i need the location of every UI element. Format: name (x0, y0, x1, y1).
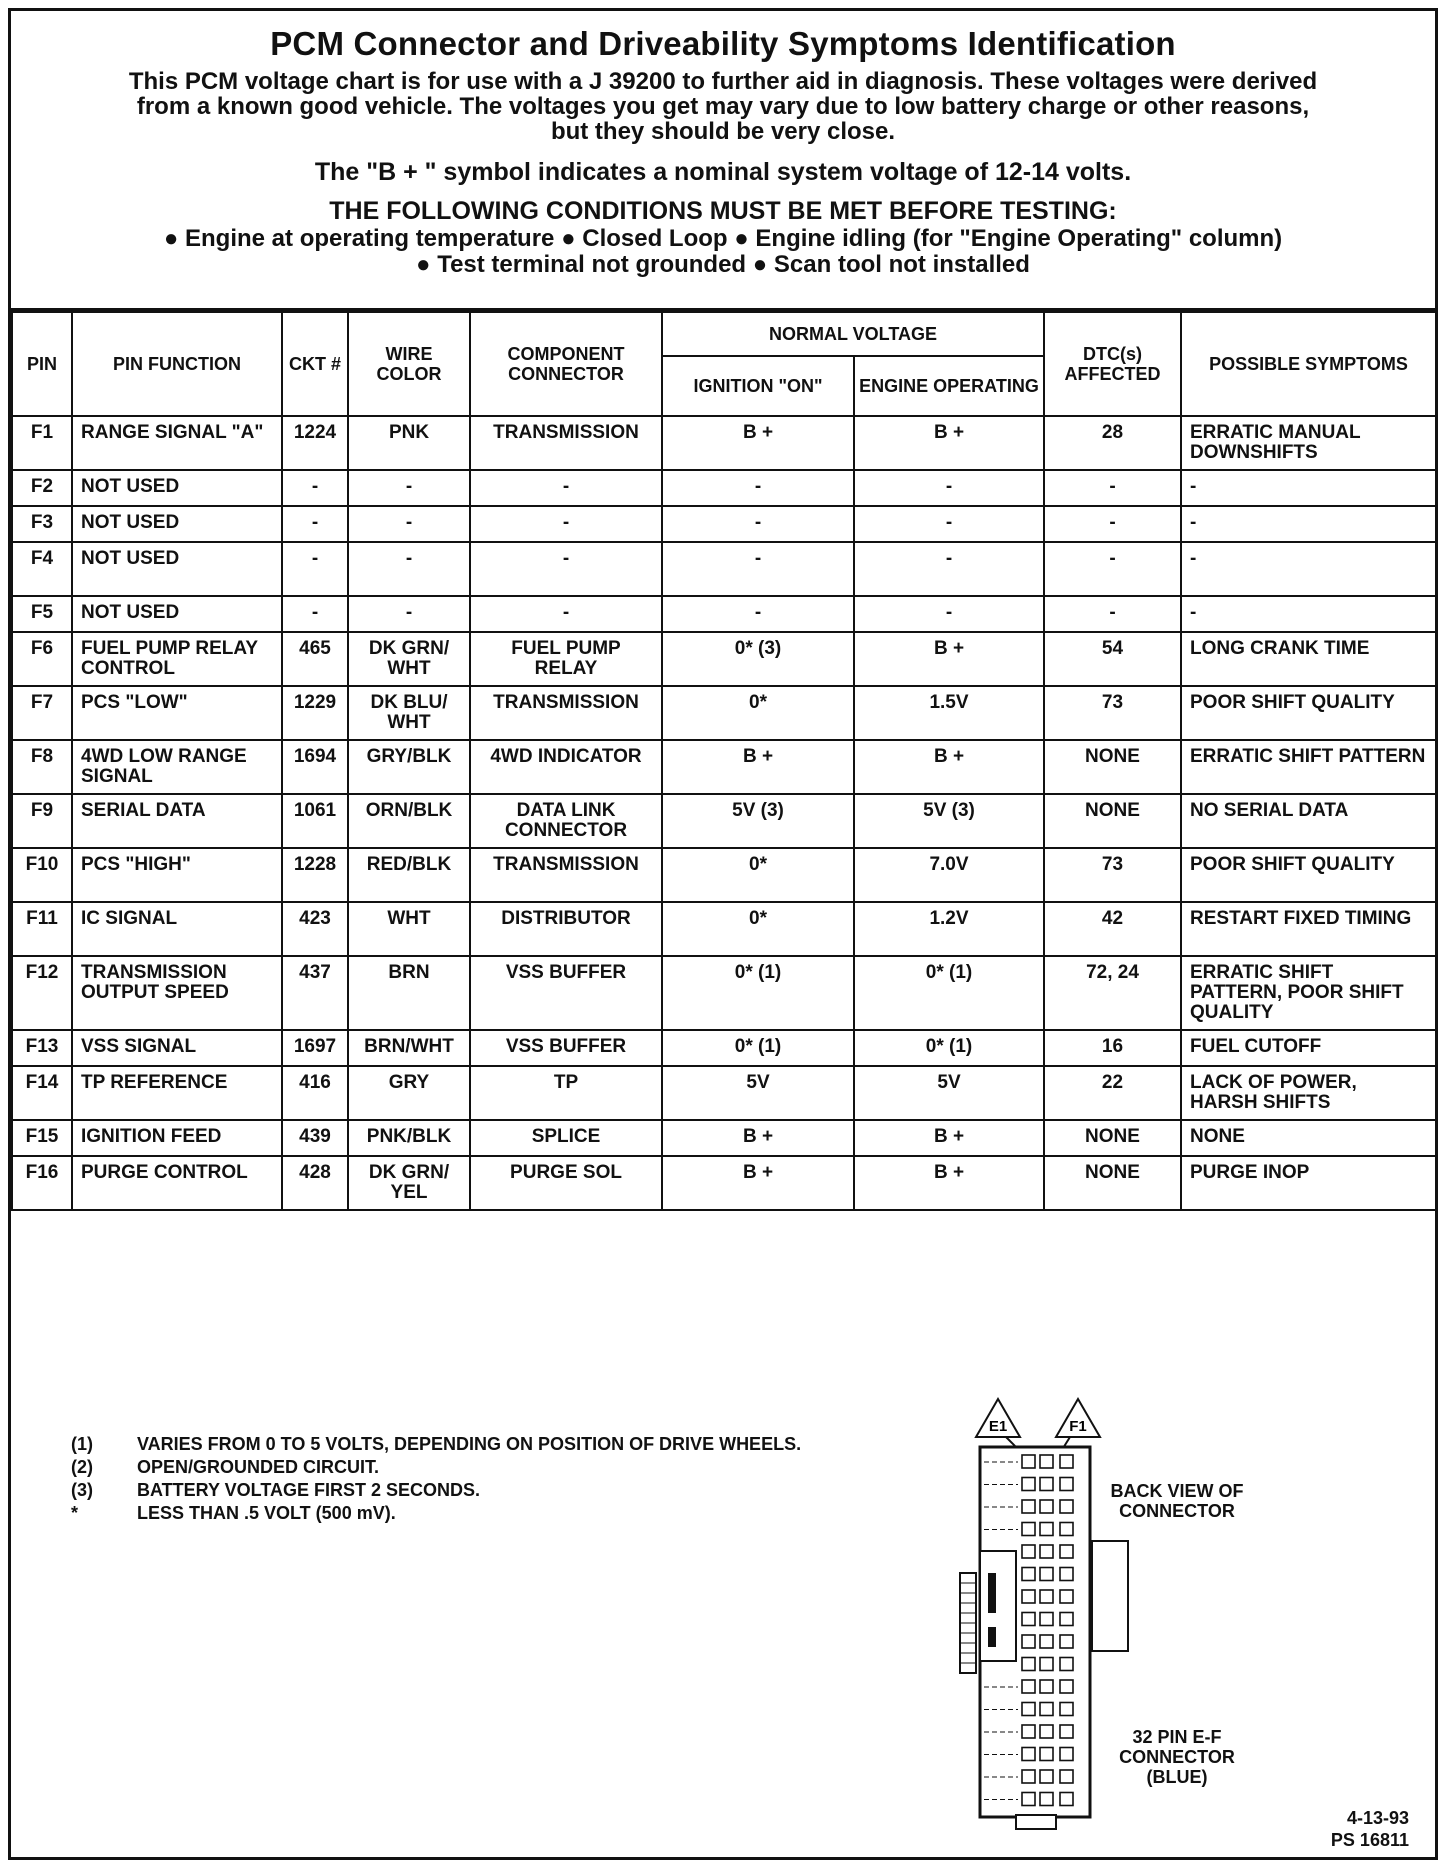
cell-ignition-on: 0* (662, 686, 854, 740)
cell-wire-color: DK BLU/ WHT (348, 686, 470, 740)
table-row (12, 1120, 1436, 1156)
footnote-text: OPEN/GROUNDED CIRCUIT. (137, 1457, 380, 1477)
connector-pin (1060, 1500, 1073, 1513)
cell-ignition-on: - (662, 506, 854, 542)
connector-pin (1060, 1455, 1073, 1468)
cell-symptoms: RESTART FIXED TIMING (1181, 902, 1436, 956)
footnote (71, 1456, 801, 1479)
cell-wire-color: DK GRN/ WHT (348, 632, 470, 686)
cell-component: - (470, 506, 662, 542)
cell-pin: F13 (12, 1030, 72, 1066)
cell-component: DISTRIBUTOR (470, 902, 662, 956)
connector-diagram (956, 1397, 1256, 1837)
cell-pin: F12 (12, 956, 72, 1030)
table-row (12, 542, 1436, 596)
cell-wire-color: BRN/WHT (348, 1030, 470, 1066)
cell-ckt: 1229 (282, 686, 348, 740)
col-header-engine-operating: ENGINE OPERATING (854, 356, 1044, 416)
connector-pin (1022, 1793, 1035, 1806)
cell-ignition-on: 0* (1) (662, 1030, 854, 1066)
cell-pin-function: IC SIGNAL (72, 902, 282, 956)
table-row (12, 902, 1436, 956)
cell-symptoms: ERRATIC MANUAL DOWNSHIFTS (1181, 416, 1436, 470)
cell-dtc: 42 (1044, 902, 1181, 956)
cell-ignition-on: 5V (662, 1066, 854, 1120)
cell-pin: F11 (12, 902, 72, 956)
footnote-text: VARIES FROM 0 TO 5 VOLTS, DEPENDING ON POSITION OF DRIVE WHEELS. (137, 1434, 802, 1454)
cell-component: - (470, 470, 662, 506)
cell-pin-function: SERIAL DATA (72, 794, 282, 848)
connector-pin (1022, 1455, 1035, 1468)
intro-line-2: from a known good vehicle. The voltages you get may vary due to low battery charge or other reasons, (136, 93, 1310, 120)
cell-ckt: 1697 (282, 1030, 348, 1066)
cell-dtc: NONE (1044, 740, 1181, 794)
cell-dtc: 16 (1044, 1030, 1181, 1066)
connector-pin (1060, 1590, 1073, 1603)
conditions-line-1: ● Engine at operating temperature ● Closed Loop ● Engine idling (for "Engine Operating" column) (163, 225, 1283, 252)
cell-symptoms: - (1181, 506, 1436, 542)
cell-engine-operating: 7.0V (854, 848, 1044, 902)
cell-engine-operating: 5V (854, 1066, 1044, 1120)
footnote-key: (2) (71, 1457, 93, 1477)
connector-pin (1040, 1635, 1053, 1648)
cell-ignition-on: 0* (3) (662, 632, 854, 686)
cell-wire-color: BRN (348, 956, 470, 1030)
cell-symptoms: POOR SHIFT QUALITY (1181, 686, 1436, 740)
cell-component: TRANSMISSION (470, 416, 662, 470)
cell-pin-function: PCS "HIGH" (72, 848, 282, 902)
cell-ckt: 1694 (282, 740, 348, 794)
cell-engine-operating: 1.5V (854, 686, 1044, 740)
table-row (12, 1030, 1436, 1066)
cell-engine-operating: 5V (3) (854, 794, 1044, 848)
cell-pin: F4 (12, 542, 72, 596)
connector-pin (1060, 1793, 1073, 1806)
symbol-note: The "B + " symbol indicates a nominal system voltage of 12-14 volts. (314, 158, 1132, 186)
cell-dtc: 22 (1044, 1066, 1181, 1120)
document-stamp (1331, 1807, 1409, 1851)
cell-engine-operating: B + (854, 740, 1044, 794)
connector-pin (1060, 1545, 1073, 1558)
cell-component: TRANSMISSION (470, 686, 662, 740)
footnote (71, 1479, 801, 1502)
connector-pin (1040, 1455, 1053, 1468)
cell-dtc: NONE (1044, 1120, 1181, 1156)
cell-ckt: 416 (282, 1066, 348, 1120)
cell-symptoms: NONE (1181, 1120, 1436, 1156)
connector-pin (1022, 1545, 1035, 1558)
connector-pin (1060, 1613, 1073, 1626)
connector-pin (1060, 1703, 1073, 1716)
connector-pin (1022, 1500, 1035, 1513)
connector-pin (1040, 1703, 1053, 1716)
connector-pin (1060, 1748, 1073, 1761)
table-row (12, 416, 1436, 470)
cell-component: DATA LINK CONNECTOR (470, 794, 662, 848)
cell-symptoms: ERRATIC SHIFT PATTERN (1181, 740, 1436, 794)
cell-component: TP (470, 1066, 662, 1120)
cell-symptoms: PURGE INOP (1181, 1156, 1436, 1210)
cell-pin-function: VSS SIGNAL (72, 1030, 282, 1066)
cell-symptoms: - (1181, 470, 1436, 506)
cell-ignition-on: - (662, 596, 854, 632)
cell-ckt: - (282, 596, 348, 632)
cell-ckt: 423 (282, 902, 348, 956)
conditions-line-2: ● Test terminal not grounded ● Scan tool not installed (416, 251, 1030, 278)
cell-ignition-on: 0* (662, 902, 854, 956)
table-row (12, 1066, 1436, 1120)
cell-component: 4WD INDICATOR (470, 740, 662, 794)
cell-dtc: NONE (1044, 1156, 1181, 1210)
cell-engine-operating: B + (854, 1156, 1044, 1210)
col-header-pin: PIN (12, 312, 72, 416)
connector-side-panel (1092, 1541, 1128, 1651)
footnote (71, 1502, 801, 1525)
cell-dtc: - (1044, 542, 1181, 596)
cell-ckt: 439 (282, 1120, 348, 1156)
cell-component: SPLICE (470, 1120, 662, 1156)
connector-pin (1022, 1568, 1035, 1581)
connector-pin (1060, 1680, 1073, 1693)
cell-symptoms: ERRATIC SHIFT PATTERN, POOR SHIFT QUALITY (1181, 956, 1436, 1030)
cell-ckt: - (282, 542, 348, 596)
cell-dtc: - (1044, 596, 1181, 632)
cell-pin-function: FUEL PUMP RELAY CONTROL (72, 632, 282, 686)
connector-pin (1060, 1770, 1073, 1783)
cell-engine-operating: B + (854, 416, 1044, 470)
cell-pin-function: TRANSMISSION OUTPUT SPEED (72, 956, 282, 1030)
cell-pin-function: TP REFERENCE (72, 1066, 282, 1120)
cell-wire-color: GRY/BLK (348, 740, 470, 794)
connector-pin (1040, 1523, 1053, 1536)
cell-ignition-on: B + (662, 740, 854, 794)
cell-ignition-on: - (662, 542, 854, 596)
cell-wire-color: WHT (348, 902, 470, 956)
cell-dtc: NONE (1044, 794, 1181, 848)
cell-dtc: 54 (1044, 632, 1181, 686)
intro-text (61, 69, 1385, 144)
cell-component: - (470, 596, 662, 632)
cell-ignition-on: - (662, 470, 854, 506)
col-header-possible-symptoms: POSSIBLE SYMPTOMS (1181, 312, 1436, 416)
col-header-dtc-affected: DTC(s) AFFECTED (1044, 312, 1181, 416)
cell-component: PURGE SOL (470, 1156, 662, 1210)
cell-pin: F7 (12, 686, 72, 740)
cell-symptoms: LONG CRANK TIME (1181, 632, 1436, 686)
table-row (12, 686, 1436, 740)
cell-symptoms: LACK OF POWER, HARSH SHIFTS (1181, 1066, 1436, 1120)
connector-pin (1040, 1568, 1053, 1581)
col-header-normal-voltage: NORMAL VOLTAGE (662, 312, 1044, 356)
cell-pin: F16 (12, 1156, 72, 1210)
cell-ignition-on: B + (662, 1156, 854, 1210)
cell-pin: F2 (12, 470, 72, 506)
cell-wire-color: PNK/BLK (348, 1120, 470, 1156)
cell-pin: F6 (12, 632, 72, 686)
cell-ignition-on: 0* (662, 848, 854, 902)
cell-component: VSS BUFFER (470, 1030, 662, 1066)
pin-count-label: 32 PIN E-F CONNECTOR (BLUE) (1119, 1727, 1235, 1787)
col-header-ckt: CKT # (282, 312, 348, 416)
cell-pin-function: 4WD LOW RANGE SIGNAL (72, 740, 282, 794)
footer-box (11, 1377, 1435, 1857)
cell-pin-function: IGNITION FEED (72, 1120, 282, 1156)
conditions-heading: THE FOLLOWING CONDITIONS MUST BE MET BEFORE TESTING: (329, 197, 1117, 225)
footnote-text: BATTERY VOLTAGE FIRST 2 SECONDS. (137, 1480, 481, 1500)
cell-ckt: - (282, 470, 348, 506)
connector-pin (1040, 1748, 1053, 1761)
voltage-table (11, 311, 1437, 1211)
connector-pin (1022, 1613, 1035, 1626)
connector-pin (1040, 1680, 1053, 1693)
cell-wire-color: - (348, 506, 470, 542)
col-header-wire-color: WIRE COLOR (348, 312, 470, 416)
cell-pin: F14 (12, 1066, 72, 1120)
cell-ckt: 1224 (282, 416, 348, 470)
cell-dtc: 73 (1044, 848, 1181, 902)
cell-engine-operating: 1.2V (854, 902, 1044, 956)
connector-pin (1022, 1478, 1035, 1491)
col-header-component-connector: COMPONENT CONNECTOR (470, 312, 662, 416)
table-body (12, 416, 1436, 1210)
back-view-label: BACK VIEW OF CONNECTOR (1110, 1481, 1244, 1521)
cell-ignition-on: 0* (1) (662, 956, 854, 1030)
table-row (12, 794, 1436, 848)
cell-wire-color: RED/BLK (348, 848, 470, 902)
cell-pin: F3 (12, 506, 72, 542)
cell-pin-function: NOT USED (72, 506, 282, 542)
footnotes (71, 1433, 801, 1525)
connector-pin (1040, 1478, 1053, 1491)
table-row (12, 506, 1436, 542)
connector-pin (1022, 1680, 1035, 1693)
cell-wire-color: - (348, 542, 470, 596)
cell-dtc: 28 (1044, 416, 1181, 470)
connector-pin (1060, 1658, 1073, 1671)
connector-pin (1060, 1725, 1073, 1738)
cell-ignition-on: 5V (3) (662, 794, 854, 848)
connector-pin (1060, 1478, 1073, 1491)
cell-pin-function: NOT USED (72, 470, 282, 506)
connector-pin (1060, 1568, 1073, 1581)
cell-wire-color: DK GRN/ YEL (348, 1156, 470, 1210)
cell-symptoms: - (1181, 596, 1436, 632)
cell-wire-color: ORN/BLK (348, 794, 470, 848)
intro-line-1: This PCM voltage chart is for use with a J 39200 to further aid in diagnosis. These voltages were derived (128, 68, 1318, 95)
chart-sheet (8, 8, 1438, 1860)
cell-pin: F5 (12, 596, 72, 632)
cell-symptoms: - (1181, 542, 1436, 596)
col-header-pin-function: PIN FUNCTION (72, 312, 282, 416)
cell-ignition-on: B + (662, 1120, 854, 1156)
footnote-key: (1) (71, 1434, 93, 1454)
connector-pin (1040, 1613, 1053, 1626)
cell-dtc: 73 (1044, 686, 1181, 740)
connector-pin (1022, 1635, 1035, 1648)
connector-pin (1040, 1500, 1053, 1513)
cell-wire-color: PNK (348, 416, 470, 470)
cell-symptoms: NO SERIAL DATA (1181, 794, 1436, 848)
connector-pin (1040, 1770, 1053, 1783)
table-row (12, 848, 1436, 902)
cell-wire-color: - (348, 470, 470, 506)
cell-pin-function: NOT USED (72, 596, 282, 632)
cell-ignition-on: B + (662, 416, 854, 470)
connector-pin (1040, 1793, 1053, 1806)
cell-dtc: 72, 24 (1044, 956, 1181, 1030)
cell-ckt: 1228 (282, 848, 348, 902)
connector-pin (1022, 1770, 1035, 1783)
table-row (12, 1156, 1436, 1210)
cell-symptoms: FUEL CUTOFF (1181, 1030, 1436, 1066)
cell-component: TRANSMISSION (470, 848, 662, 902)
table-row (12, 956, 1436, 1030)
cell-component: FUEL PUMP RELAY (470, 632, 662, 686)
table-row (12, 596, 1436, 632)
connector-pin (1060, 1523, 1073, 1536)
cell-symptoms: POOR SHIFT QUALITY (1181, 848, 1436, 902)
e1-label: E1 (988, 1418, 1008, 1435)
cell-ckt: 428 (282, 1156, 348, 1210)
cell-engine-operating: - (854, 542, 1044, 596)
page-title: PCM Connector and Driveability Symptoms Identification (270, 25, 1176, 62)
footnote-text: LESS THAN .5 VOLT (500 mV). (137, 1503, 396, 1523)
f1-label: F1 (1069, 1418, 1087, 1435)
cell-dtc: - (1044, 506, 1181, 542)
cell-ckt: - (282, 506, 348, 542)
connector-pin (1040, 1658, 1053, 1671)
cell-component: - (470, 542, 662, 596)
stamp-date: 4-13-93 (1346, 1808, 1409, 1828)
connector-pin (1040, 1590, 1053, 1603)
cell-pin-function: RANGE SIGNAL "A" (72, 416, 282, 470)
cell-ckt: 465 (282, 632, 348, 686)
cell-pin: F8 (12, 740, 72, 794)
header-box (11, 11, 1435, 311)
table-row (12, 470, 1436, 506)
cell-engine-operating: B + (854, 1120, 1044, 1156)
footnote (71, 1433, 801, 1456)
footnote-key: (3) (71, 1480, 93, 1500)
cell-engine-operating: - (854, 470, 1044, 506)
cell-pin-function: PURGE CONTROL (72, 1156, 282, 1210)
cell-pin-function: NOT USED (72, 542, 282, 596)
intro-line-3: but they should be very close. (550, 118, 896, 145)
connector-pin (1022, 1523, 1035, 1536)
cell-engine-operating: 0* (1) (854, 1030, 1044, 1066)
table-row (12, 740, 1436, 794)
cell-ckt: 1061 (282, 794, 348, 848)
connector-pin (1040, 1725, 1053, 1738)
cell-component: VSS BUFFER (470, 956, 662, 1030)
connector-pin (1022, 1590, 1035, 1603)
footnote-key: * (71, 1503, 79, 1523)
cell-wire-color: - (348, 596, 470, 632)
table-row (12, 632, 1436, 686)
cell-engine-operating: B + (854, 632, 1044, 686)
cell-wire-color: GRY (348, 1066, 470, 1120)
connector-pin (1060, 1635, 1073, 1648)
cell-dtc: - (1044, 470, 1181, 506)
cell-engine-operating: 0* (1) (854, 956, 1044, 1030)
connector-pin (1022, 1748, 1035, 1761)
connector-pin (1040, 1545, 1053, 1558)
cell-engine-operating: - (854, 596, 1044, 632)
connector-pin (1022, 1658, 1035, 1671)
cell-ckt: 437 (282, 956, 348, 1030)
stamp-code: PS 16811 (1330, 1830, 1409, 1850)
connector-pin (1022, 1703, 1035, 1716)
cell-engine-operating: - (854, 506, 1044, 542)
col-header-ignition-on: IGNITION "ON" (662, 356, 854, 416)
cell-pin: F9 (12, 794, 72, 848)
cell-pin: F10 (12, 848, 72, 902)
cell-pin: F1 (12, 416, 72, 470)
connector-pin (1022, 1725, 1035, 1738)
cell-pin: F15 (12, 1120, 72, 1156)
cell-pin-function: PCS "LOW" (72, 686, 282, 740)
